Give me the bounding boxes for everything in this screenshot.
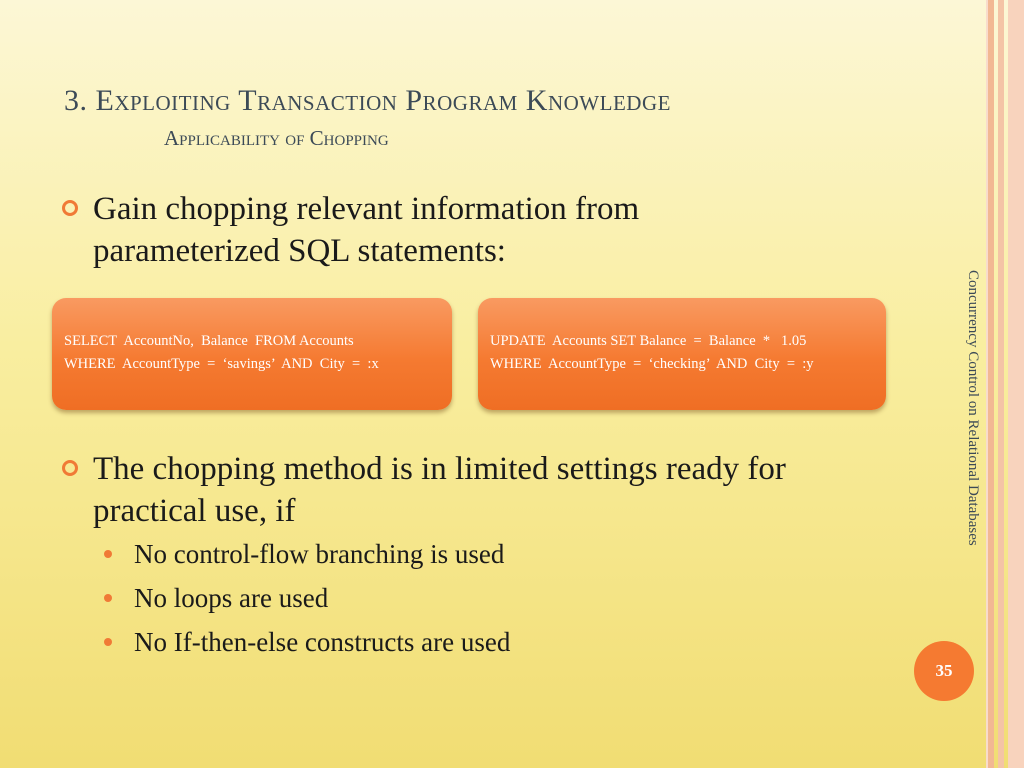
dot-bullet-icon <box>104 550 112 558</box>
decor-stripe <box>998 0 1004 768</box>
sub-bullet-text: No control-flow branching is used <box>134 539 505 569</box>
sub-bullet-text: No If-then-else constructs are used <box>134 627 511 657</box>
footer-course-title: Concurrency Control on Relational Databases <box>965 270 981 546</box>
decor-stripe <box>988 0 994 768</box>
bullet-item <box>62 188 782 272</box>
sql-select-box: SELECT AccountNo, Balance FROM Accounts WHERE AccountType = ‘savings’ AND City = :x <box>52 298 452 410</box>
bullet-text: The chopping method is in limited settings ready for practical use, if <box>93 451 786 529</box>
ring-bullet-icon <box>62 460 78 476</box>
page-number-badge: 35 <box>914 641 974 701</box>
bullet-text: Gain chopping relevant information from parameterized SQL statements: <box>93 191 640 269</box>
slide-title: 3. Exploiting Transaction Program Knowledge <box>64 84 671 117</box>
sql-update-box: UPDATE Accounts SET Balance = Balance * 1.05 WHERE AccountType = ‘checking’ AND City = :y <box>478 298 886 410</box>
sub-bullet-item <box>104 578 510 622</box>
dot-bullet-icon <box>104 594 112 602</box>
sub-bullet-list <box>104 534 510 666</box>
ring-bullet-icon <box>62 200 78 216</box>
sub-bullet-text: No loops are used <box>134 583 329 613</box>
sub-bullet-item <box>104 622 510 666</box>
decor-stripe <box>1008 0 1024 768</box>
dot-bullet-icon <box>104 638 112 646</box>
slide-subtitle: Applicability of Chopping <box>164 126 389 150</box>
sub-bullet-item <box>104 534 510 578</box>
bullet-item <box>62 448 882 532</box>
